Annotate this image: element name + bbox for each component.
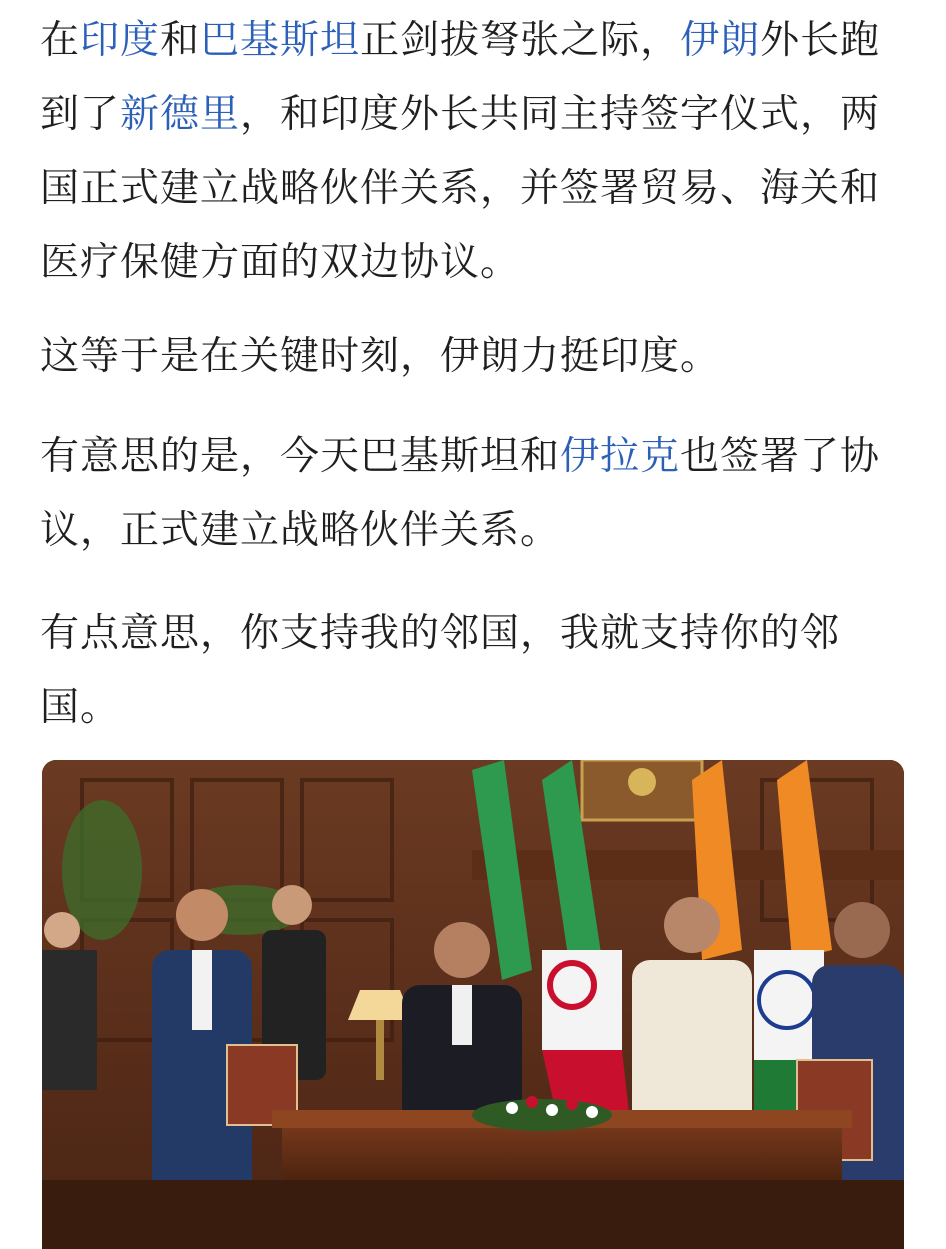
paragraph-2 xyxy=(40,320,720,394)
text: 有意思的是，今天巴基斯坦和 xyxy=(40,434,561,479)
link-new-delhi[interactable]: 新德里 xyxy=(120,92,241,137)
text: 和 xyxy=(160,18,201,63)
text: 也签署了协议，正式建立战略伙伴关系。 xyxy=(40,434,881,553)
text: 外长跑到了 xyxy=(40,18,881,137)
link-iran[interactable]: 伊朗 xyxy=(680,18,761,63)
link-iraq[interactable]: 伊拉克 xyxy=(560,434,681,479)
link-india[interactable]: 印度 xyxy=(80,18,161,63)
text: 正剑拔弩张之际， xyxy=(360,18,681,63)
text: 在 xyxy=(40,18,81,63)
news-photo[interactable] xyxy=(42,760,904,1249)
paragraph-4 xyxy=(40,597,906,745)
text: ，和印度外长共同主持签字仪式，两国正式建立战略伙伴关系，并签署贸易、海关和医疗保健方面的双边协议。 xyxy=(40,92,881,285)
text: 这等于是在关键时刻，伊朗力挺印度。 xyxy=(40,334,721,379)
paragraph-1 xyxy=(40,4,906,300)
signing-ceremony-image xyxy=(42,760,904,1249)
text: 有点意思，你支持我的邻国，我就支持你的邻国。 xyxy=(40,611,841,730)
paragraph-3 xyxy=(40,420,906,568)
link-pakistan[interactable]: 巴基斯坦 xyxy=(200,18,361,63)
